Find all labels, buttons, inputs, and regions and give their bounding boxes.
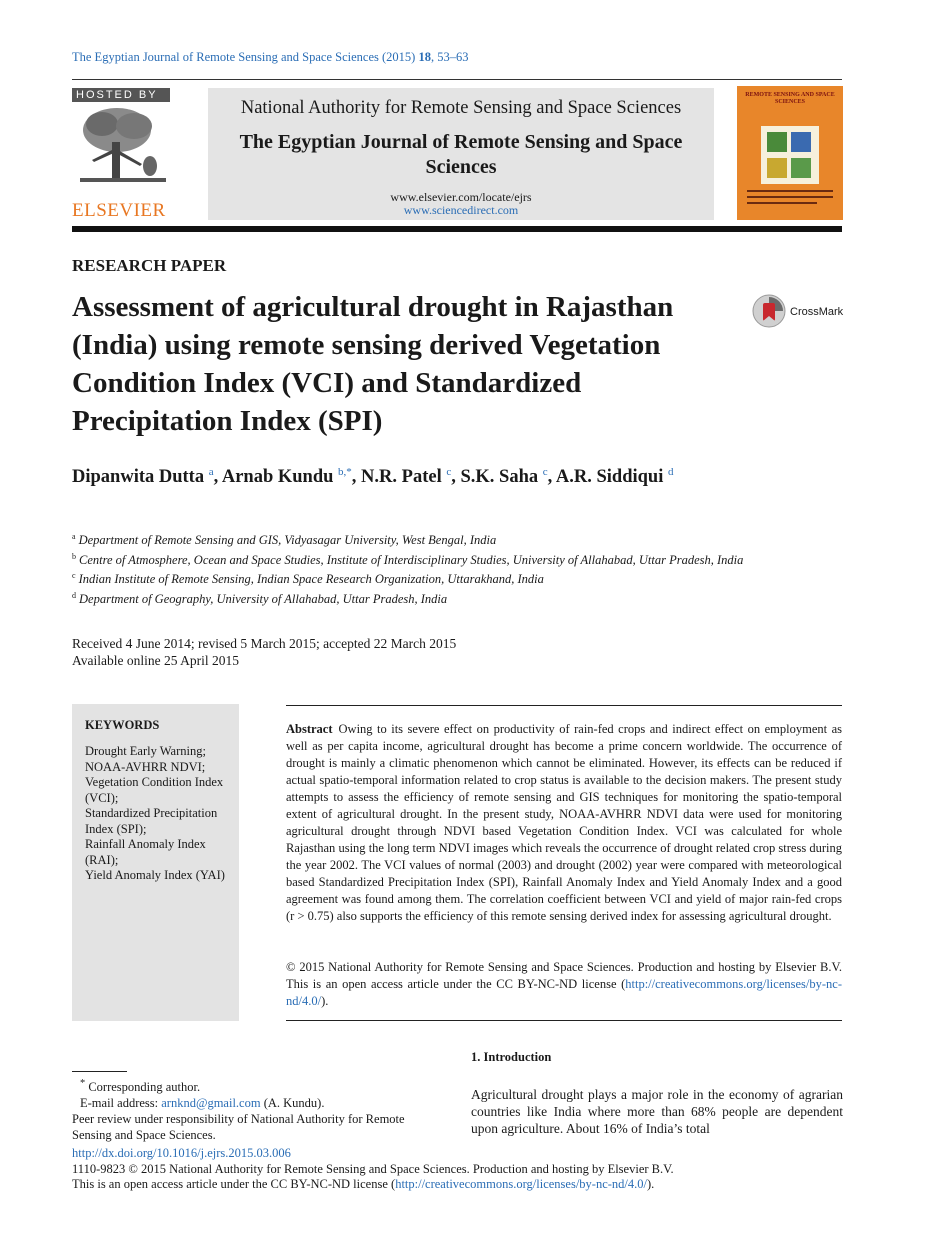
author-affiliation-link[interactable]: a bbox=[208, 466, 214, 478]
introduction-text: Agricultural drought plays a major role in the economy of agrarian countries like India where more than 68% people are dependent upon agriculture. About 16% of India’s total bbox=[471, 1087, 843, 1136]
affiliation-item: $^b$ Centre of Atmosphere, Ocean and Space Studies, Institute of Interdisciplinary Studies, University of Allahabad, Uttar Pradesh, India bbox=[72, 551, 744, 567]
available-online-date: Available online 25 April 2015 bbox=[72, 653, 239, 668]
cover-title: REMOTE SENSING AND SPACE SCIENCES bbox=[745, 92, 835, 105]
corresponding-author-note: * Corresponding author. bbox=[80, 1078, 201, 1095]
email-link[interactable]: arnknd@gmail.com bbox=[161, 1096, 261, 1111]
journal-citation[interactable]: The Egyptian Journal of Remote Sensing and Space Sciences (2015) 18, 53–63 bbox=[72, 50, 469, 64]
author-affiliation-link[interactable]: b,* bbox=[338, 466, 352, 478]
author-list: Dipanwita Dutta $^a$, Arnab Kundu $^{b,*}$, N.R. Patel $^c$, S.K. Saha $^c$, A.R. Siddiqui $^d$ bbox=[72, 466, 674, 488]
affiliation-item: $^c$ Indian Institute of Remote Sensing, Indian Space Research Organization, Uttarakhand, India bbox=[72, 571, 544, 587]
keywords-box bbox=[72, 704, 239, 1021]
section-heading-introduction: 1. Introduction bbox=[471, 1050, 552, 1064]
article-title: Assessment of agricultural drought in Rajasthan (India) using remote sensing derived Vegetation Condition Index (VCI) and Standardized Precipitation Index (SPI) bbox=[72, 291, 674, 437]
journal-banner bbox=[208, 88, 714, 220]
abstract bbox=[286, 721, 842, 925]
abstract-text: Owing to its severe effect on productivity of rain-fed crops and indirect effect on employment as well as per capita income, agricultural drought has become a prime concern worldwide. The occurrence of drought is mainly a climatic phenomenon which cannot be eliminated. However, its effects can be reduced if actual spatio-temporal information related to crop status is available to the decision makers. The present study attempts to assess the efficiency of remote sensing and GIS techniques for monitoring the spatio-temporal extent of agricultural drought. In the present study, NOAA-AVHRR NDVI data were used for monitoring agricultural drought through NDVI based Vegetation Condition Index. VCI was calculated for whole Rajasthan using the long term NDVI images which reveals the occurrence of drought related crop stress during the year 2002. The VCI values of normal (2003) and drought (2002) year were compared with meteorological based Standardized Precipitation Index (SPI), Rainfall Anomaly Index and Yield Anomaly Index and a good agreement was found among them. The correlation coefficient between VCI and yield of major rain-fed crops (r > 0.75) also supports the efficiency of this remote sensing derived index for assessing agricultural drought. bbox=[286, 722, 842, 923]
author-name: Arnab Kundu bbox=[221, 467, 334, 488]
section-label: RESEARCH PAPER bbox=[72, 256, 227, 275]
sciencedirect-link[interactable]: www.sciencedirect.com bbox=[403, 203, 519, 217]
journal-homepage-link[interactable]: www.elsevier.com/locate/ejrs bbox=[390, 190, 532, 204]
hosted-by-label: HOSTED BY bbox=[72, 88, 170, 102]
header-bottom-rule bbox=[72, 226, 842, 232]
keyword-item: NOAA-AVHRR NDVI; bbox=[85, 759, 206, 774]
elsevier-wordmark[interactable]: ELSEVIER bbox=[72, 200, 166, 221]
author-name: Dipanwita Dutta bbox=[72, 467, 205, 488]
article-history bbox=[72, 635, 456, 669]
elsevier-tree-logo-icon[interactable] bbox=[72, 104, 172, 186]
affiliation-item: $^d$ Department of Geography, University of Allahabad, Uttar Pradesh, India bbox=[72, 590, 448, 607]
abstract-bottom-rule bbox=[286, 1020, 842, 1021]
author-affiliation-link[interactable]: c bbox=[542, 466, 548, 478]
journal-name: The Egyptian Journal of Remote Sensing and Space Sciences bbox=[239, 131, 683, 178]
peer-review-note: Peer review under responsibility of National Authority for Remote Sensing and Space Sciences. bbox=[72, 1112, 405, 1143]
author-name: S.K. Saha bbox=[460, 467, 539, 488]
email-note: E-mail address: arnknd@gmail.com (A. Kundu). bbox=[80, 1096, 325, 1111]
crossmark-label[interactable]: CrossMark bbox=[790, 306, 844, 318]
issn-line: 1110-9823 © 2015 National Authority for Remote Sensing and Space Sciences. Production and hosting by Elsevier B.V. bbox=[72, 1161, 674, 1176]
license-line: This is an open access article under the CC BY-NC-ND license (http://creativecommons.org/licenses/by-nc-nd/4.0/). bbox=[72, 1177, 655, 1191]
header-top-rule bbox=[72, 79, 842, 80]
abstract-top-rule bbox=[286, 705, 842, 706]
received-dates: Received 4 June 2014; revised 5 March 2015; accepted 22 March 2015 bbox=[72, 636, 457, 651]
crossmark-icon[interactable] bbox=[752, 294, 786, 328]
keywords-list bbox=[85, 744, 237, 884]
keywords-heading: KEYWORDS bbox=[85, 718, 160, 732]
author-affiliation-link[interactable]: d bbox=[667, 466, 674, 478]
footer-license-link[interactable]: http://creativecommons.org/licenses/by-nc-nd/4.0/ bbox=[395, 1177, 647, 1191]
footnote-rule bbox=[72, 1071, 127, 1072]
abstract-label: Abstract bbox=[286, 722, 333, 736]
affiliations bbox=[72, 529, 812, 608]
cover-maps-icon bbox=[737, 86, 843, 220]
author-name: A.R. Siddiqui bbox=[555, 467, 664, 488]
doi-link[interactable]: http://dx.doi.org/10.1016/j.ejrs.2015.03.006 bbox=[72, 1146, 291, 1160]
page-footer bbox=[72, 1146, 842, 1193]
license-link[interactable]: http://creativecommons.org/licenses/by-nc-nd/4.0/ bbox=[286, 977, 842, 1008]
journal-authority: National Authority for Remote Sensing and Space Sciences bbox=[240, 98, 682, 118]
author-affiliation-link[interactable]: c bbox=[446, 466, 452, 478]
footnotes bbox=[72, 1076, 444, 1143]
author-name: N.R. Patel bbox=[361, 467, 442, 488]
keyword-item: Drought Early Warning; bbox=[85, 744, 206, 758]
keyword-item: Standardized Precipitation Index (SPI); bbox=[85, 806, 218, 836]
keyword-item: Yield Anomaly Index (YAI) bbox=[85, 868, 225, 882]
keyword-item: Vegetation Condition Index (VCI); bbox=[85, 775, 224, 805]
keyword-item: Rainfall Anomaly Index (RAI); bbox=[85, 837, 206, 867]
affiliation-item: $^a$ Department of Remote Sensing and GIS, Vidyasagar University, West Bengal, India bbox=[72, 532, 497, 548]
journal-cover-thumbnail[interactable] bbox=[737, 86, 843, 220]
abstract-copyright: © 2015 National Authority for Remote Sensing and Space Sciences. Production and hosting by Elsevier B.V. This is an open access article under the CC BY-NC-ND license (http://creativecommons.org/licenses/by-nc-nd/4.0/). bbox=[286, 960, 842, 1008]
